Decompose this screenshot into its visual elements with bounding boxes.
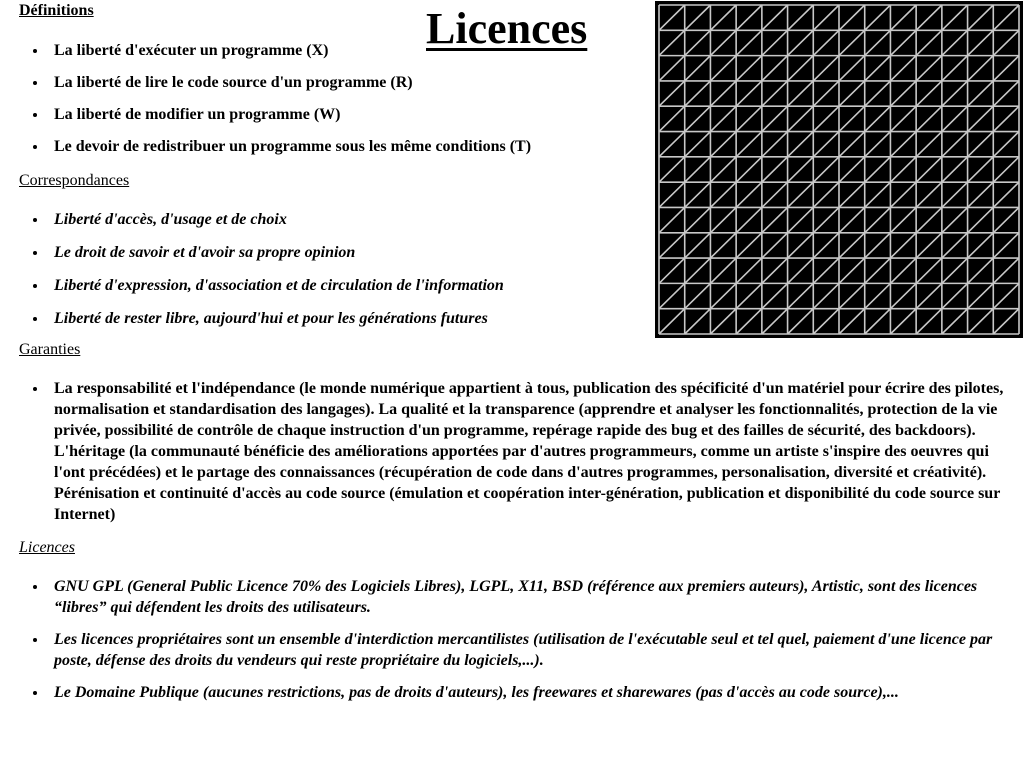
list-item: Les licences propriétaires sont un ensemble d'interdiction mercantilistes (utilisation de l'exécutable seul et tel quel, paiement d'une licence par poste, défense des droits du vendeurs qui reste propriétaire du logiciels,...).: [19, 629, 1023, 671]
list-item: La liberté de modifier un programme (W): [19, 104, 531, 125]
section-heading-licences: Licences: [19, 539, 75, 556]
list-item: Le droit de savoir et d'avoir sa propre opinion: [19, 242, 504, 263]
section-heading-correspondances: Correspondances: [19, 172, 130, 189]
list-item: La responsabilité et l'indépendance (le monde numérique appartient à tous, publication des spécificité d'un matériel pour écrire des pilotes, normalisation et standardisation des langages). La qualité et la transparence (apprendre et analyser les fonctionnalités, protection de la vie privée, possibilité de contrôle de chaque instruction d'un programme, repérage rapide des bug et des failles de sécurité, des backdoors). L'héritage (la communauté bénéficie des améliorations apportées par d'autres programmeurs, comme un artiste s'inspire des oeuvres qui l'ont précédées) et le partage des connaissances (récupération de code dans d'autres programmes, personalisation, diversité et créativité). Pérénisation et continuité d'accès au code source (émulation et coopération inter-génération, publication et disponibilité du code source sur Internet): [19, 378, 1023, 525]
list-definitions: [19, 40, 531, 157]
list-garanties: [19, 378, 1023, 525]
grid-graphic: [655, 1, 1023, 338]
section-definitions: [19, 1, 531, 157]
list-item: Liberté de rester libre, aujourd'hui et pour les générations futures: [19, 308, 504, 329]
list-item: La liberté d'exécuter un programme (X): [19, 40, 531, 61]
list-item: Le Domaine Publique (aucunes restrictions, pas de droits d'auteurs), les freewares et sharewares (pas d'accès au code source),...: [19, 682, 1023, 703]
page-title: Licences: [426, 4, 588, 53]
diagonal-grid-image: [655, 1, 1023, 338]
section-heading-definitions: Définitions: [19, 2, 94, 19]
list-correspondances: [19, 209, 504, 329]
list-item: Liberté d'accès, d'usage et de choix: [19, 209, 504, 230]
section-correspondances: [19, 171, 504, 329]
list-item: GNU GPL (General Public Licence 70% des Logiciels Libres), LGPL, X11, BSD (référence aux premiers auteurs), Artistic, sont des licences “libres” qui défendent les droits des utilisateurs.: [19, 576, 1023, 618]
section-heading-garanties: Garanties: [19, 341, 81, 358]
list-licences: [19, 576, 1023, 703]
list-item: Le devoir de redistribuer un programme sous les même conditions (T): [19, 136, 531, 157]
section-licences: [19, 538, 1023, 703]
list-item: Liberté d'expression, d'association et de circulation de l'information: [19, 275, 504, 296]
section-garanties: [19, 340, 1023, 525]
list-item: La liberté de lire le code source d'un programme (R): [19, 72, 531, 93]
